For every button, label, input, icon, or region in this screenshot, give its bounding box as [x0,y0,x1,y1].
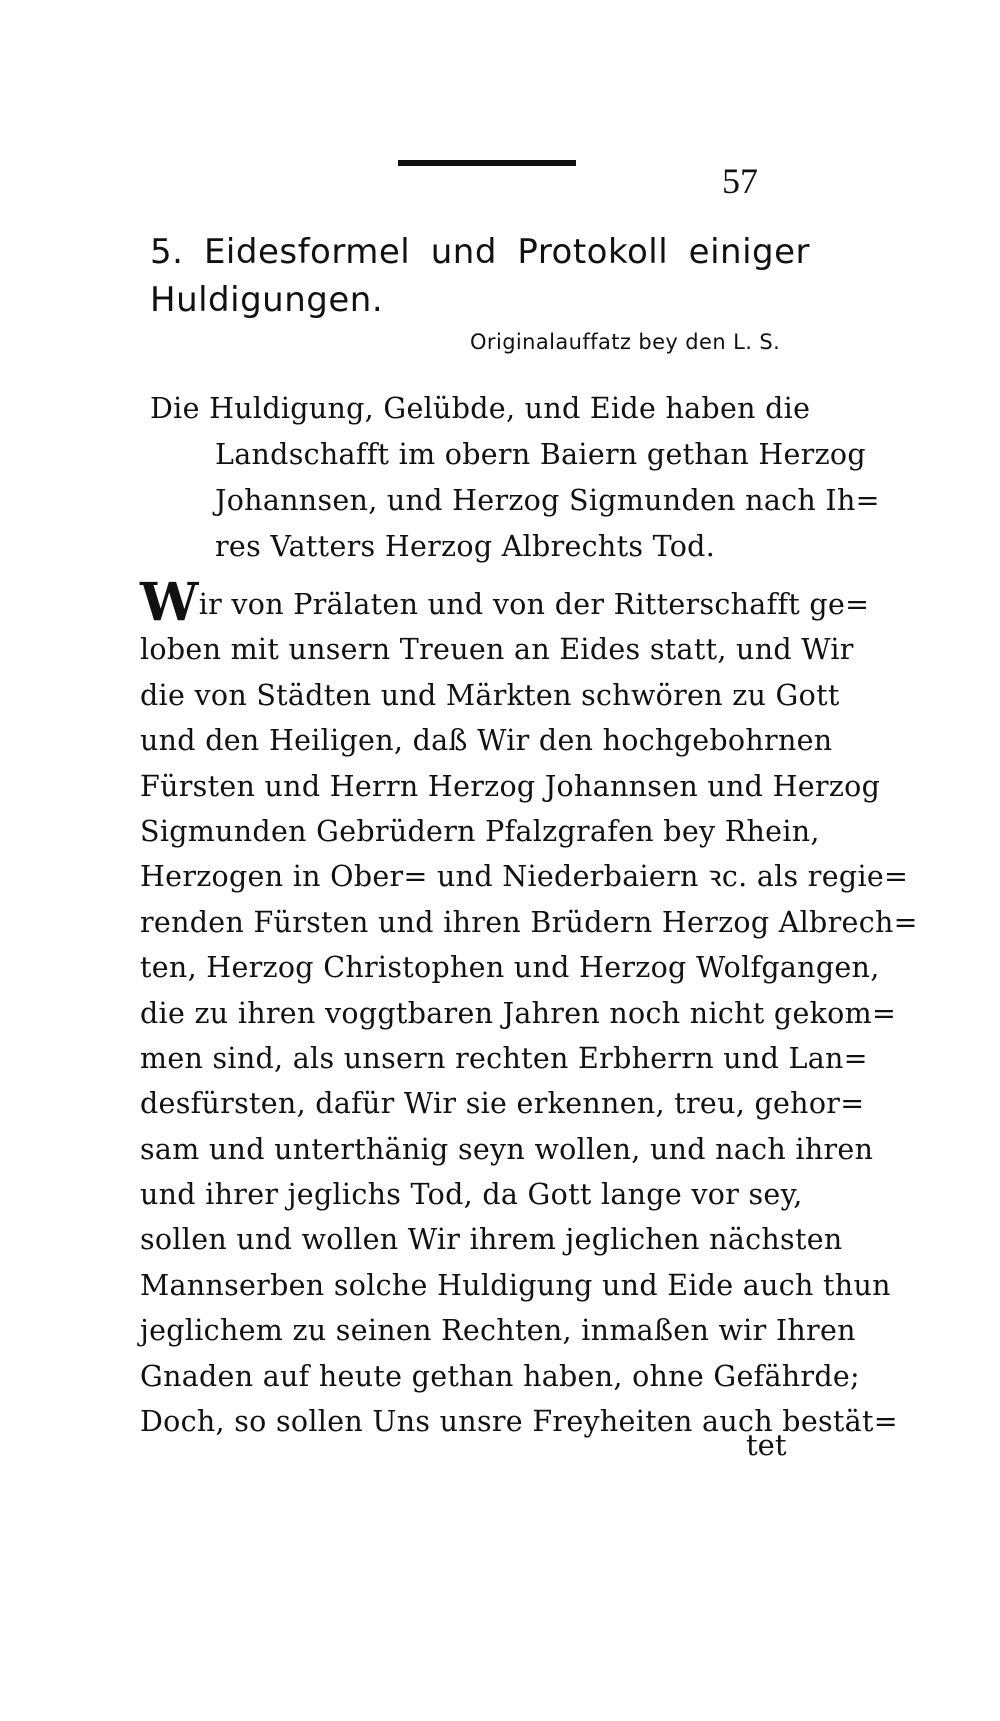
body-line: Mannserben solche Huldigung und Eide auch thun [140,1268,891,1302]
intro-line: res Vatters Herzog Albrechts Tod. [215,530,716,563]
body-line: men sind, als unsern rechten Erbherrn und Lan= [140,1041,868,1075]
intro-line: Die Huldigung, Gelübde, und Eide haben die [150,392,811,425]
intro-line: Landschafft im obern Baiern gethan Herzog [215,438,866,471]
source-note: Originalauffatz bey den L. S. [470,330,781,354]
body-line: die von Städten und Märkten schwören zu Gott [140,678,840,712]
header-rule [398,160,576,166]
body-line: sam und unterthänig seyn wollen, und nach ihren [140,1132,874,1166]
section-heading: 5. Eidesformel und Protokoll einiger Huldigungen. [150,232,810,320]
body-line: und ihrer jeglichs Tod, da Gott lange vor sey, [140,1178,803,1212]
intro-line: Johannsen, und Herzog Sigmunden nach Ih= [215,484,880,517]
page-number: 57 [722,161,758,201]
body-line: die zu ihren voggtbaren Jahren noch nicht gekom= [140,996,897,1030]
body-line: Fürsten und Herrn Herzog Johannsen und Herzog [140,769,881,803]
body-line: Gnaden auf heute gethan haben, ohne Gefährde; [140,1359,860,1393]
body-line: jeglichem zu seinen Rechten, inmaßen wir Ihren [140,1314,856,1348]
drop-initial: W [140,572,199,633]
body-line: und den Heiligen, daß Wir den hochgebohrnen [140,724,833,758]
body-line: desfürsten, dafür Wir sie erkennen, treu, gehor= [140,1087,865,1121]
body-line: Sigmunden Gebrüdern Pfalzgrafen bey Rhein, [140,814,820,848]
body-line: Herzogen in Ober= und Niederbaiern ꝛc. als regie= [140,860,909,894]
body-line: loben mit unsern Treuen an Eides statt, und Wir [140,633,854,667]
intro-paragraph [150,386,880,570]
body-line: renden Fürsten und ihren Brüdern Herzog Albrech= [140,905,918,939]
body-first-line [140,572,870,633]
body-line: ten, Herzog Christophen und Herzog Wolfgangen, [140,951,880,985]
catchword: tet [746,1428,787,1462]
oath-paragraph [140,572,918,1444]
body-line: Doch, so sollen Uns unsre Freyheiten auch bestät= [140,1405,898,1439]
body-line: sollen und wollen Wir ihrem jeglichen nächsten [140,1223,843,1257]
body-first-line-text: ir von Prälaten und von der Ritterschafft ge= [198,588,870,621]
